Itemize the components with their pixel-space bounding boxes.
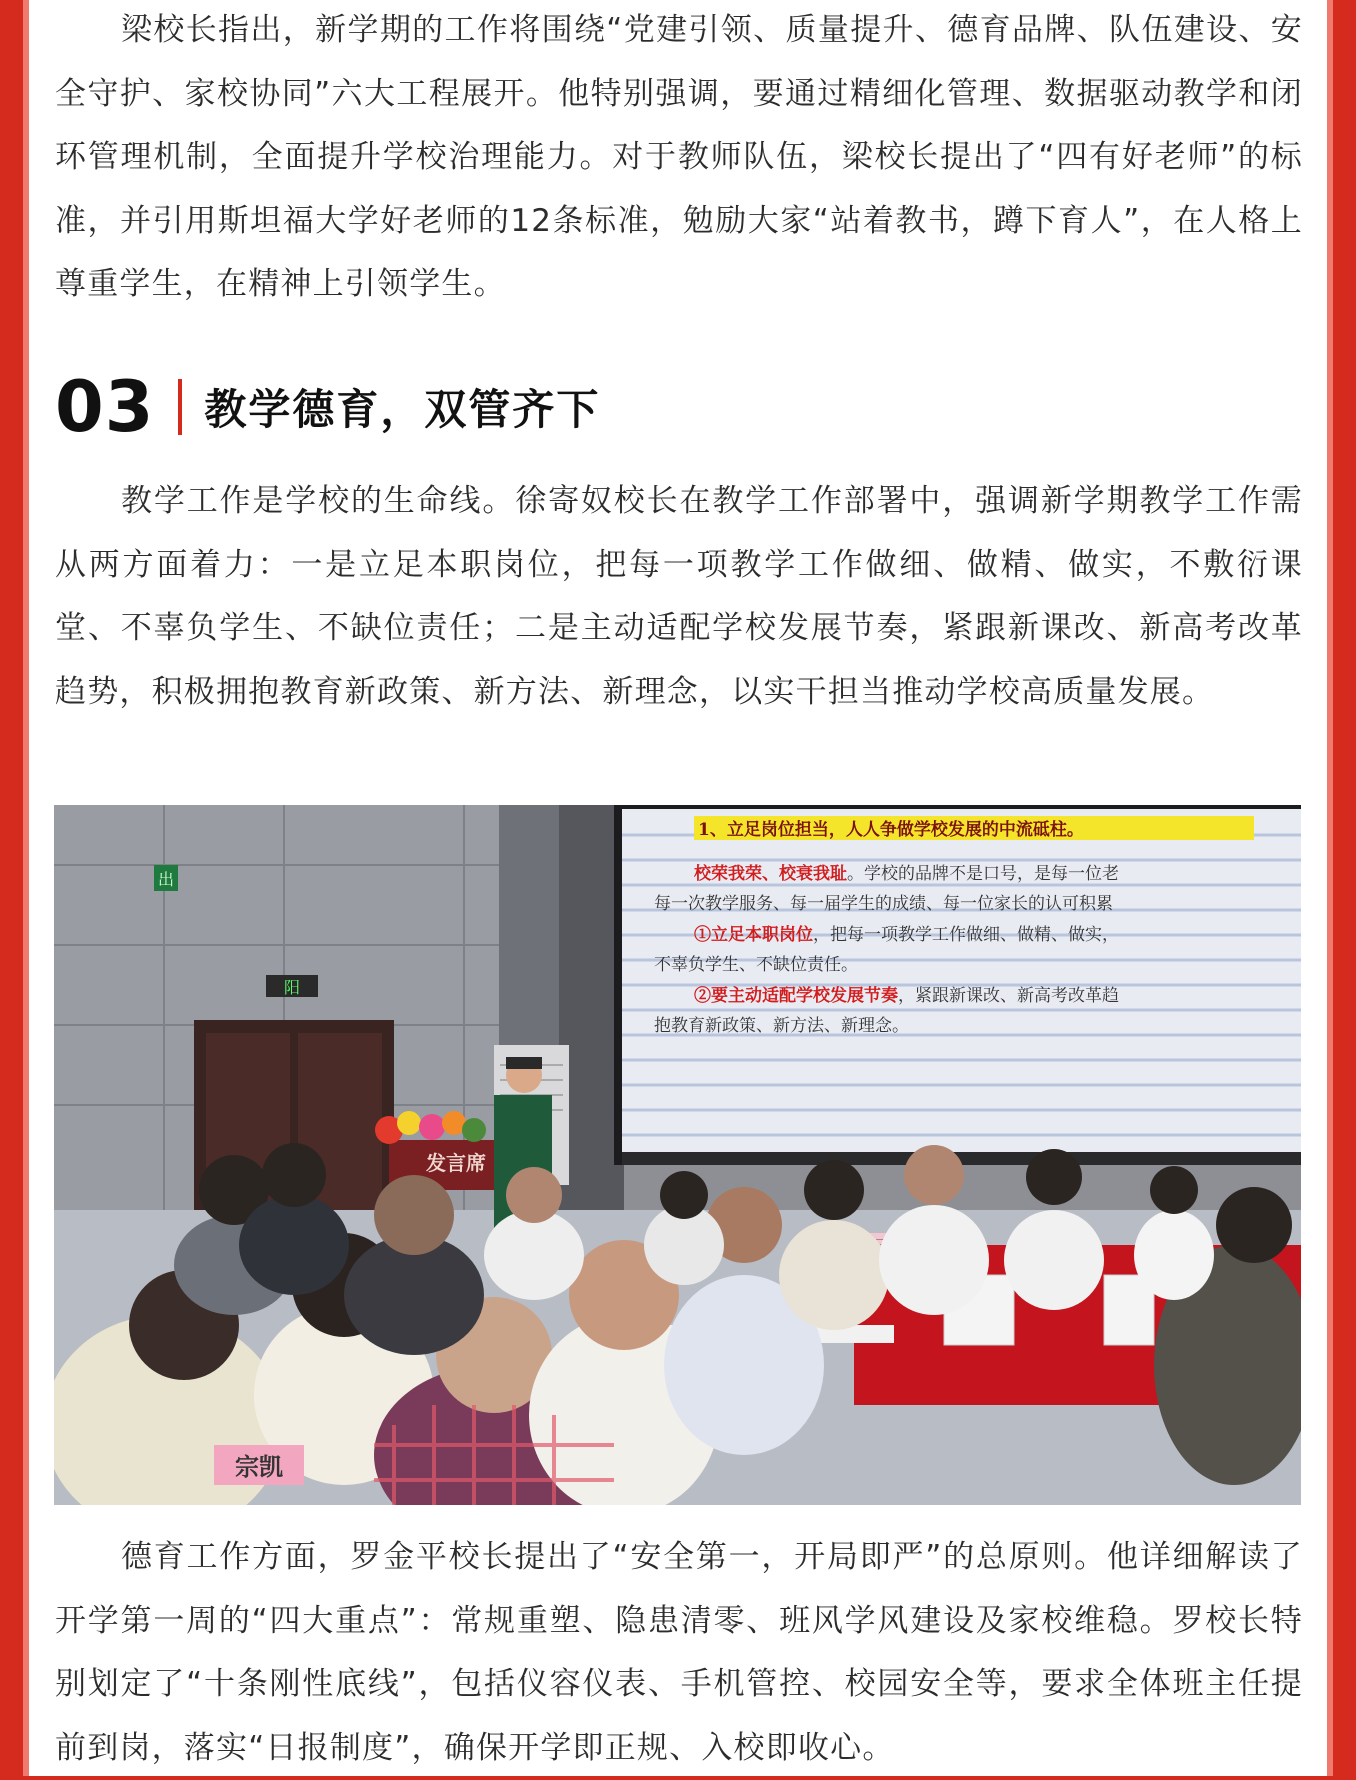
slide-line-4-bold: ①立足本职岗位 (694, 925, 813, 945)
paragraph-2: 教学工作是学校的生命线。徐寄奴校长在教学工作部署中，强调新学期教学工作需从两方面着力：一是立足本职岗位，把每一项教学工作做细、做精、做实，不敷衍课堂、不辜负学生、不缺位责任；二是主动适配学校发展节奏，紧跟新课改、新高考改革趋势，积极拥抱教育新政策、新方法、新理念，以实干担当推动学校高质量发展。 (55, 483, 1303, 710)
name-card-2: 宗凯 (235, 1453, 283, 1481)
article-page (23, 0, 1333, 1776)
slide-line-2-rest: 。学校的品牌不是口号，是每一位老 (847, 864, 1119, 884)
paragraph-1: 梁校长指出，新学期的工作将围绕“党建引领、质量提升、德育品牌、队伍建设、安全守护、家校协同”六大工程展开。他特别强调，要通过精细化管理、数据驱动教学和闭环管理机制，全面提升学校治理能力。对于教师队伍，梁校长提出了“四有好老师”的标准，并引用斯坦福大学好老师的12条标准，勉励大家“站着教书，蹲下育人”，在人格上尊重学生，在精神上引领学生。 (55, 12, 1303, 302)
meeting-photo (54, 805, 1301, 1505)
slide-line-1: 1、立足岗位担当，人人争做学校发展的中流砥柱。 (698, 820, 1084, 840)
svg-text:校荣我荣、校衰我耻。学校的品牌不是口号，是每一位老 (693, 863, 1119, 884)
svg-text:①立足本职岗位，把每一项教学工作做细、做精、做实， (694, 924, 1119, 945)
slide-line-6-bold: ②要主动适配学校发展节奏 (694, 986, 898, 1006)
svg-text:②要主动适配学校发展节奏，紧跟新课改、新高考改革趋 (694, 985, 1119, 1006)
exit-sign-2: 阳 (283, 978, 301, 997)
exit-sign-1: 出 (157, 870, 175, 889)
slide-line-3: 每一次教学服务、每一届学生的成绩、每一位家长的认可积累 (654, 894, 1113, 914)
slide-line-2-bold: 校荣我荣、校衰我耻 (694, 864, 847, 884)
slide-line-4-rest: ，把每一项教学工作做细、做精、做实， (813, 925, 1119, 945)
section-divider (178, 379, 182, 435)
section-heading (55, 366, 601, 448)
slide-line-6-rest: ，紧跟新课改、新高考改革趋 (898, 986, 1119, 1006)
section-number: 03 (55, 366, 155, 448)
podium-sign: 发言席 (426, 1151, 486, 1175)
slide-line-7: 抱教育新政策、新方法、新理念。 (654, 1016, 909, 1036)
slide-line-5: 不辜负学生、不缺位责任。 (654, 955, 858, 975)
paragraph-3: 德育工作方面，罗金平校长提出了“安全第一，开局即严”的总原则。他详细解读了开学第一周的“四大重点”：常规重塑、隐患清零、班风学风建设及家校维稳。罗校长特别划定了“十条刚性底线”，包括仪容仪表、手机管控、校园安全等，要求全体班主任提前到岗，落实“日报制度”，确保开学即正规、入校即收心。 (55, 1539, 1303, 1766)
section-title: 教学德育，双管齐下 (204, 385, 601, 434)
